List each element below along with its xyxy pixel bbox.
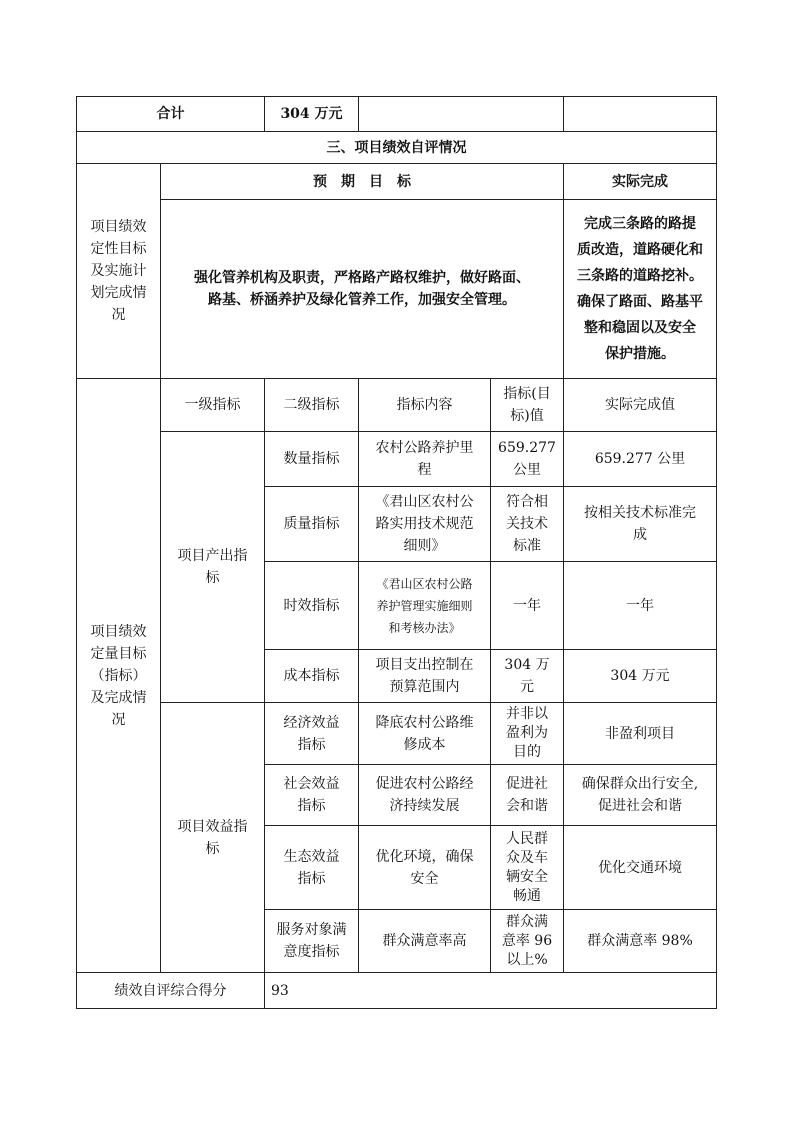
indicator-actual: 一年 [626, 597, 654, 614]
score-label: 绩效自评综合得分 [114, 982, 227, 999]
indicator-actual: 按相关技术标准完 成 [584, 505, 696, 543]
indicator-actual: 304 万元 [610, 668, 670, 684]
actual-completion-header: 实际完成 [612, 173, 668, 190]
level2-indicator: 服务对象满 意度指标 [276, 922, 347, 960]
indicator-target: 符合相 关技术 标准 [506, 494, 548, 554]
indicator-actual: 659.277 公里 [594, 451, 686, 467]
indicator-actual: 群众满意率 98% [587, 933, 693, 949]
total-label: 合计 [156, 106, 185, 122]
indicator-target: 群众满 意率 96 以上% [501, 913, 553, 968]
indicator-content: 项目支出控制在 预算范围内 [375, 657, 474, 695]
level1-benefit-indicator: 项目效益指 标 [177, 818, 248, 857]
total-value: 304 万元 [280, 106, 343, 122]
level2-indicator: 时效指标 [283, 597, 340, 614]
level1-output-indicator: 项目产出指 标 [177, 548, 248, 586]
rule [563, 96, 564, 131]
rule [716, 96, 717, 1009]
expected-goal-header: 预 期 目 标 [313, 173, 411, 190]
expected-goal-text: 强化管养机构及职责，严格路产路权维护，做好路面、 路基、桥涵养护及绿化管养工作，加强安全管理。 [194, 270, 530, 308]
indicator-content: 促进农村公路经 济持续发展 [375, 776, 474, 814]
indicator-target: 促进社 会和谐 [506, 776, 548, 814]
indicator-content: 降底农村公路维 修成本 [375, 714, 474, 753]
indicator-actual: 确保群众出行安全, 促进社会和谐 [581, 776, 699, 814]
indicator-content: 优化环境，确保 安全 [375, 848, 474, 887]
indicator-actual: 优化交通环境 [598, 859, 682, 876]
header-target: 指标(目 标)值 [503, 386, 551, 424]
indicator-actual: 非盈利项目 [605, 725, 675, 742]
indicator-target: 人民群 众及车 辆安全 畅通 [506, 830, 548, 904]
rule [358, 96, 359, 131]
quantitative-row-label: 项目绩效 定量目标 （指标） 及完成情 况 [90, 623, 147, 728]
level2-indicator: 质量指标 [283, 516, 340, 532]
qualitative-row-label: 项目绩效 定性目标 及实施计 划完成情 况 [90, 219, 147, 323]
score-value: 93 [271, 982, 289, 999]
actual-completion-text: 完成三条路的路提 质改造，道路硬化和 三条路的道路挖补。 确保了路面、路基平 整和稳固以及安全 保护措施。 [577, 216, 703, 362]
header-level1: 一级指标 [184, 397, 241, 413]
rule [76, 1008, 717, 1009]
indicator-content: 群众满意率高 [382, 933, 467, 949]
indicator-target: 并非以 盈利为 目的 [506, 706, 548, 760]
section-title: 三、项目绩效自评情况 [326, 139, 467, 156]
indicator-target: 一年 [513, 597, 541, 614]
level2-indicator: 数量指标 [283, 451, 340, 467]
level2-indicator: 经济效益 指标 [283, 714, 340, 753]
indicator-content: 《君山区农村公 路实用技术规范 细则》 [375, 494, 474, 554]
header-actual: 实际完成值 [605, 397, 675, 413]
level2-indicator: 生态效益 指标 [283, 848, 340, 887]
indicator-target: 304 万 元 [504, 657, 550, 695]
header-content: 指标内容 [396, 397, 453, 413]
level2-indicator: 成本指标 [283, 668, 340, 684]
level2-indicator: 社会效益 指标 [283, 776, 340, 814]
indicator-target: 659.277 公里 [498, 440, 556, 478]
header-level2: 二级指标 [283, 397, 340, 413]
indicator-content: 农村公路养护里 程 [375, 440, 474, 478]
indicator-content: 《君山区农村公路 养护管理实施细则 和考核办法》 [376, 576, 473, 635]
